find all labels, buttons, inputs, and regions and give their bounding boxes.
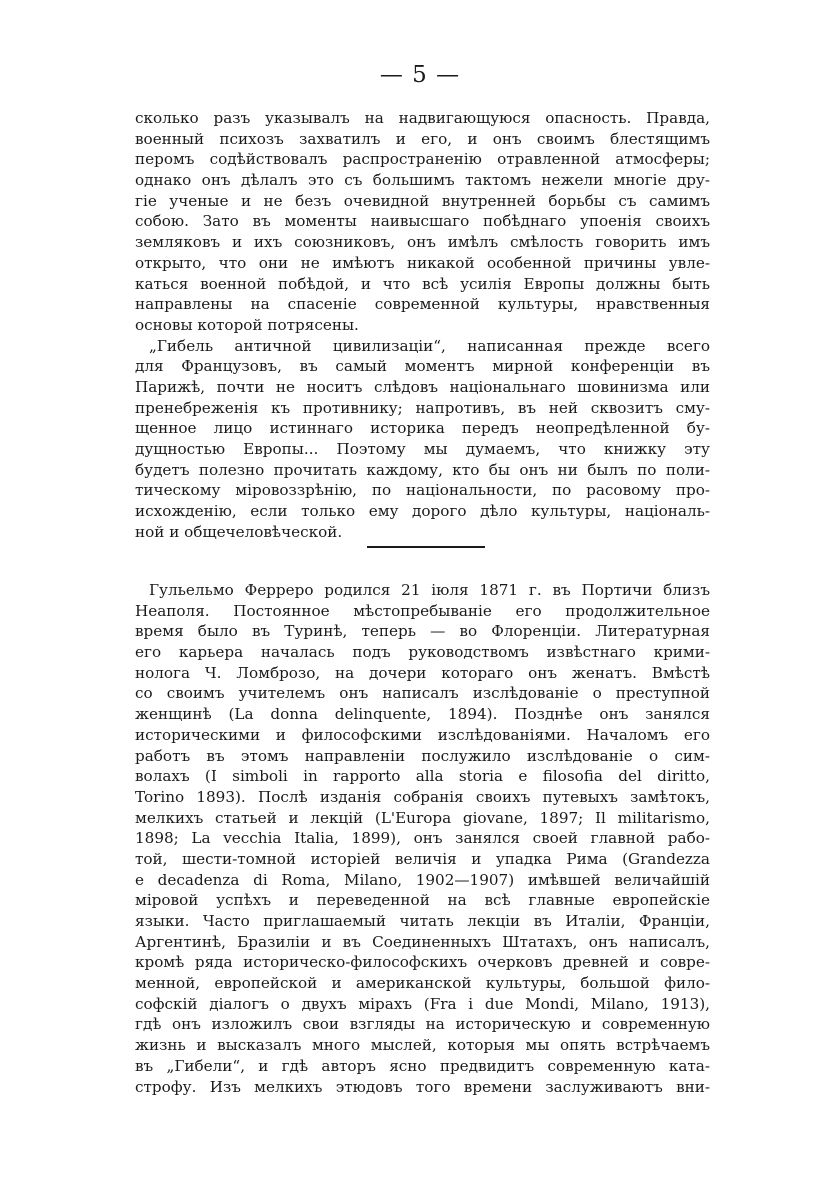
text-line: кромѣ ряда историческо-философскихъ очерковъ древней и совре-	[135, 953, 710, 972]
text-line: женщинѣ (La donna delinquente, 1894). Позднѣе онъ занялся	[135, 705, 710, 724]
text-line: нолога Ч. Ломброзо, на дочери котораго онъ женатъ. Вмѣстѣ	[135, 663, 710, 682]
text-line: Гульельмо Ферреро родился 21 іюля 1871 г. въ Портичи близъ	[149, 581, 710, 599]
text-line: его карьера началась подъ руководствомъ извѣстнаго крими-	[135, 643, 710, 662]
text-line: менной, европейской и американской культуры, большой фило-	[135, 974, 710, 993]
text-line: каться военной побѣдой, и что всѣ усилія Европы должны быть	[135, 274, 710, 293]
text-line: въ „Гибели“, и гдѣ авторъ ясно предвидитъ современную ката-	[135, 1056, 710, 1075]
text-line: со своимъ учителемъ онъ написалъ изслѣдованіе о преступной	[135, 684, 710, 703]
section-divider	[367, 546, 485, 548]
text-line: мелкихъ статьей и лекцій (L'Europa giovane, 1897; Il militarismo,	[135, 808, 710, 827]
text-line: работъ въ этомъ направленіи послужило изслѣдованіе о сим-	[135, 746, 710, 765]
text-line: „Гибель античной цивилизаціи“, написанная прежде всего	[149, 336, 710, 355]
text-line: Аргентинѣ, Бразиліи и въ Соединенныхъ Штатахъ, онъ написалъ,	[135, 932, 710, 951]
text-line: пренебреженія къ противнику; напротивъ, въ ней сквозитъ сму-	[135, 398, 710, 417]
text-line: открыто, что они не имѣютъ никакой особенной причины увле-	[135, 253, 710, 272]
page-number: — 5 —	[379, 62, 461, 88]
text-line: исхожденію, если только ему дорого дѣло культуры, національ-	[135, 502, 710, 521]
text-line: для Французовъ, въ самый моментъ мирной конференціи въ	[135, 357, 710, 376]
text-line: тическому міровоззрѣнію, по національности, по расовому про-	[135, 481, 710, 500]
text-line: сколько разъ указывалъ на надвигающуюся опасность. Правда,	[135, 109, 710, 127]
text-line: міровой успѣхъ и переведенной на всѣ главные европейскіе	[135, 891, 710, 910]
text-line: перомъ содѣйствовалъ распространенію отравленной атмосферы;	[135, 150, 710, 169]
text-line: направлены на спасеніе современной культуры, нравственныя	[135, 295, 710, 314]
text-line: историческими и философскими изслѣдованіями. Началомъ его	[135, 725, 710, 744]
text-line: Парижѣ, почти не носитъ слѣдовъ національнаго шовинизма или	[135, 377, 710, 396]
text-line: ной и общечеловѣческой.	[135, 522, 343, 541]
text-line: гдѣ онъ изложилъ свои взгляды на историческую и современную	[135, 1015, 710, 1034]
text-line: строфу. Изъ мелкихъ этюдовъ того времени заслуживаютъ вни-	[135, 1077, 710, 1096]
text-line: той, шести-томной исторіей величія и упадка Рима (Grandezza	[135, 849, 710, 868]
text-line: софскій діалогъ о двухъ мірахъ (Fra i due Mondi, Milano, 1913),	[135, 994, 710, 1013]
text-line: жизнь и высказалъ много мыслей, которыя мы опять встрѣчаемъ	[135, 1036, 710, 1055]
text-line: e decadenza di Roma, Milano, 1902—1907) имѣвшей величайшій	[135, 870, 710, 889]
text-block-top	[135, 108, 710, 542]
text-block-bottom	[135, 580, 710, 1097]
text-line: дущностью Европы... Поэтому мы думаемъ, что книжку эту	[135, 440, 710, 458]
text-line: основы которой потрясены.	[135, 315, 359, 334]
text-line: Неаполя. Постоянное мѣстопребываніе его продолжительное	[135, 601, 710, 620]
text-line: земляковъ и ихъ союзниковъ, онъ имѣлъ смѣлость говорить имъ	[135, 233, 710, 252]
text-line: щенное лицо истиннаго историка передъ неопредѣленной бу-	[135, 419, 710, 438]
text-line: гіе ученые и не безъ очевидной внутренней борьбы съ самимъ	[135, 191, 710, 210]
text-line: языки. Часто приглашаемый читать лекціи въ Италіи, Франціи,	[135, 912, 710, 930]
text-line: время было въ Туринѣ, теперь — во Флоренціи. Литературная	[135, 622, 710, 641]
text-line: Torino 1893). Послѣ изданія собранія своихъ путевыхъ замѣтокъ,	[135, 787, 710, 806]
text-line: собою. Зато въ моменты наивысшаго побѣднаго упоенія своихъ	[135, 212, 710, 231]
text-line: однако онъ дѣлалъ это съ большимъ тактомъ нежели многіе дру-	[135, 171, 710, 190]
text-line: военный психозъ захватилъ и его, и онъ своимъ блестящимъ	[135, 129, 710, 148]
text-line: 1898; La vecchia Italia, 1899), онъ занялся своей главной рабо-	[135, 829, 710, 848]
text-line: будетъ полезно прочитать каждому, кто бы онъ ни былъ по поли-	[135, 460, 710, 479]
text-line: волахъ (I simboli in rapporto alla storia e filosofia del diritto,	[135, 767, 710, 786]
